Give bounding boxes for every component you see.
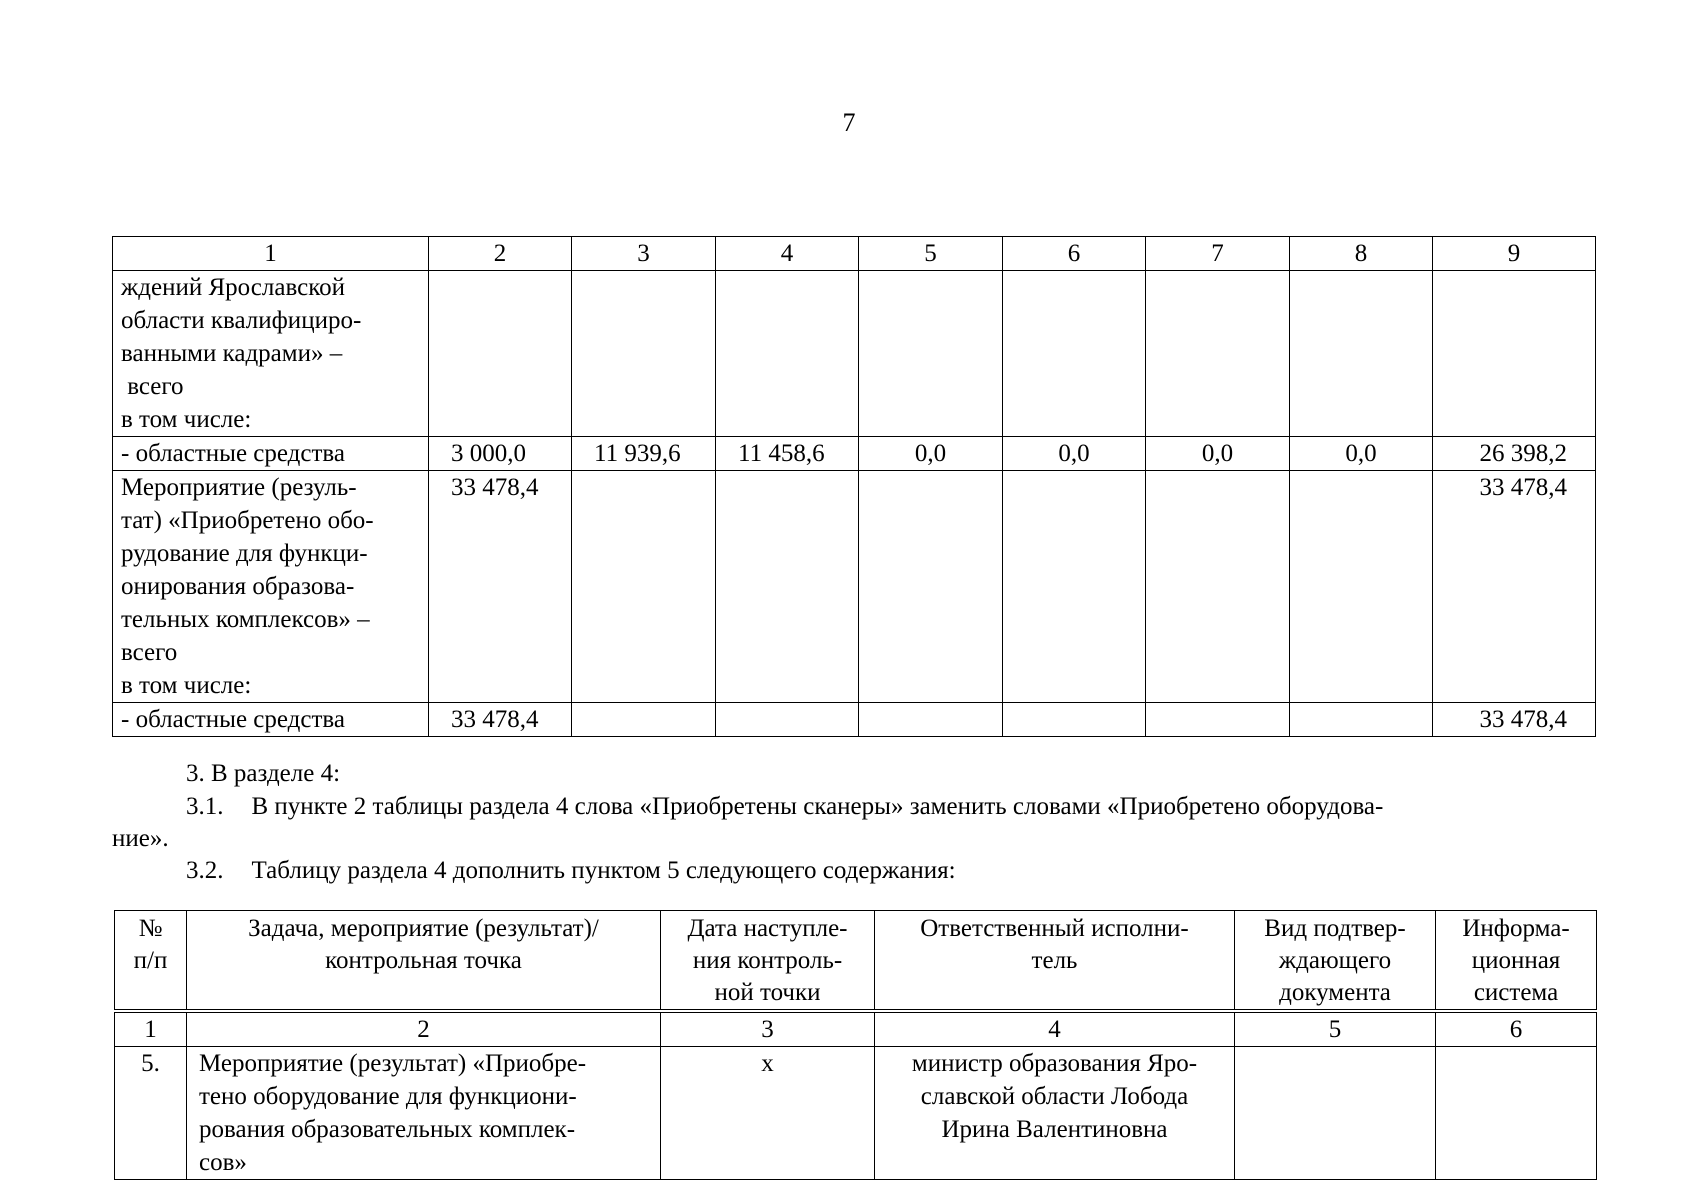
- column-number: 3: [572, 237, 716, 271]
- column-number: 2: [187, 1011, 661, 1047]
- header-task: Задача, мероприятие (результат)/ контрольная точка: [187, 911, 661, 1012]
- value-cell: [859, 471, 1003, 703]
- table-row: [113, 703, 1596, 737]
- row-date: х: [661, 1047, 875, 1180]
- value-cell: [1003, 471, 1146, 703]
- column-number: 3: [661, 1011, 875, 1047]
- value-cell: [429, 271, 572, 437]
- column-number: 9: [1433, 237, 1596, 271]
- value-cell: 11 939,6: [572, 437, 716, 471]
- paragraph-3-1-continuation: ние».: [112, 825, 169, 852]
- value-cell: [1003, 703, 1146, 737]
- row-system: [1436, 1047, 1597, 1180]
- value-cell: 33 478,4: [1433, 471, 1596, 703]
- value-cell: [572, 703, 716, 737]
- row-responsible: министр образования Яро- славской области Лобода Ирина Валентиновна: [875, 1047, 1235, 1180]
- table-row: [113, 437, 1596, 471]
- paragraph-3-1: 3.1. В пункте 2 таблицы раздела 4 слова «Приобретены сканеры» заменить словами «Приобретено оборудова-: [186, 793, 1384, 820]
- column-number: 8: [1290, 237, 1433, 271]
- column-number: 6: [1003, 237, 1146, 271]
- header-document: Вид подтвер- ждающего документа: [1235, 911, 1436, 1012]
- header-responsible: Ответственный исполни- тель: [875, 911, 1235, 1012]
- value-cell: [716, 703, 859, 737]
- paragraph-3-2: 3.2. Таблицу раздела 4 дополнить пунктом 5 следующего содержания:: [186, 857, 956, 884]
- row-label: Мероприятие (резуль- тат) «Приобретено обо- рудование для функци- онирования образова- тельных комплексов» – всего в том числе:: [113, 471, 429, 703]
- value-cell: [716, 271, 859, 437]
- row-label: - областные средства: [113, 703, 429, 737]
- value-cell: 26 398,2: [1433, 437, 1596, 471]
- row-label: ждений Ярославской области квалифициро- ванными кадрами» – всего в том числе:: [113, 271, 429, 437]
- column-number: 4: [875, 1011, 1235, 1047]
- column-number: 6: [1436, 1011, 1597, 1047]
- value-cell: [1433, 271, 1596, 437]
- column-number: 1: [115, 1011, 187, 1047]
- column-number: 5: [1235, 1011, 1436, 1047]
- column-number: 1: [113, 237, 429, 271]
- column-numbers-row: [115, 1011, 1597, 1047]
- value-cell: 33 478,4: [429, 471, 572, 703]
- table-header-row: [115, 911, 1597, 1012]
- header-number: № п/п: [115, 911, 187, 1012]
- value-cell: 33 478,4: [429, 703, 572, 737]
- paragraph-section-4: 3. В разделе 4:: [186, 760, 341, 787]
- row-label: - областные средства: [113, 437, 429, 471]
- column-number: 4: [716, 237, 859, 271]
- value-cell: 33 478,4: [1433, 703, 1596, 737]
- value-cell: [1290, 271, 1433, 437]
- value-cell: [572, 271, 716, 437]
- value-cell: [1003, 271, 1146, 437]
- value-cell: [859, 271, 1003, 437]
- funding-table: [112, 236, 1596, 737]
- row-number: 5.: [115, 1047, 187, 1180]
- value-cell: [572, 471, 716, 703]
- value-cell: 3 000,0: [429, 437, 572, 471]
- table-header-row: [113, 237, 1596, 271]
- value-cell: 0,0: [859, 437, 1003, 471]
- page-number: 7: [842, 108, 856, 137]
- header-date: Дата наступле- ния контроль- ной точки: [661, 911, 875, 1012]
- value-cell: [1146, 703, 1290, 737]
- row-document: [1235, 1047, 1436, 1180]
- value-cell: [1146, 271, 1290, 437]
- table-row: [115, 1047, 1597, 1180]
- header-system: Информа- ционная система: [1436, 911, 1597, 1012]
- value-cell: [1290, 471, 1433, 703]
- value-cell: 0,0: [1003, 437, 1146, 471]
- value-cell: [1290, 703, 1433, 737]
- value-cell: [716, 471, 859, 703]
- control-points-table: [114, 910, 1597, 1180]
- column-number: 5: [859, 237, 1003, 271]
- table-row: [113, 471, 1596, 703]
- table-row: [113, 271, 1596, 437]
- value-cell: [1146, 471, 1290, 703]
- value-cell: 11 458,6: [716, 437, 859, 471]
- row-task: Мероприятие (результат) «Приобре- тено оборудование для функциони- рования образовательных комплек- сов»: [187, 1047, 661, 1180]
- value-cell: [859, 703, 1003, 737]
- value-cell: 0,0: [1290, 437, 1433, 471]
- value-cell: 0,0: [1146, 437, 1290, 471]
- column-number: 2: [429, 237, 572, 271]
- column-number: 7: [1146, 237, 1290, 271]
